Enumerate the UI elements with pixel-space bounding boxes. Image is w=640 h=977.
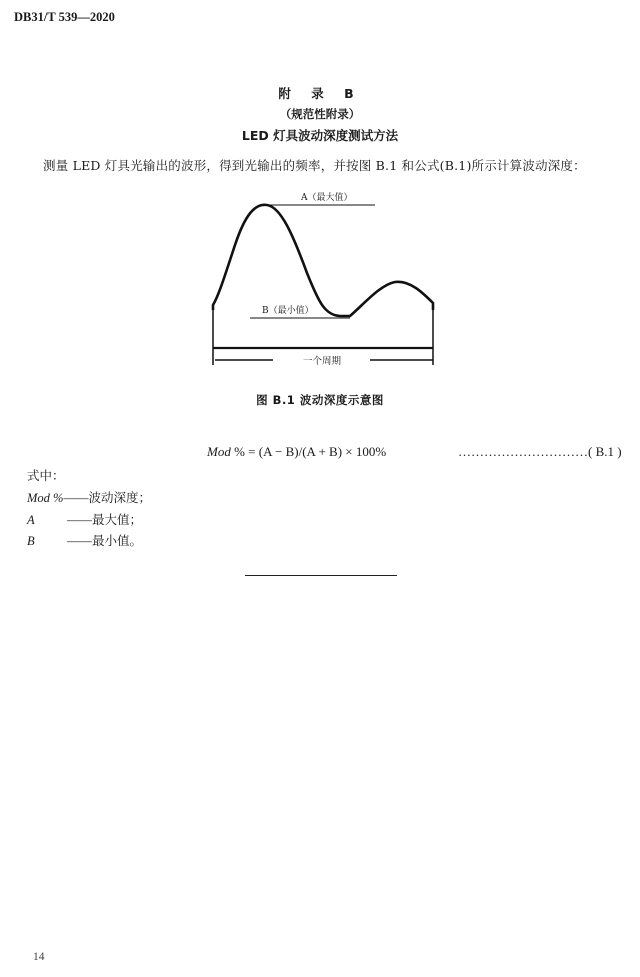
appendix-subtitle: （规范性附录） xyxy=(279,107,361,121)
formula: Mod % = (A − B)/(A + B) × 100% xyxy=(207,444,387,459)
waveform-figure xyxy=(205,185,445,375)
appendix-title: 附 录 B xyxy=(278,86,362,101)
figure-caption: 图 B.1 波动深度示意图 xyxy=(256,393,384,407)
end-rule xyxy=(245,575,397,576)
max-value-label: A（最大值） xyxy=(301,193,353,203)
where-item-b: B ——最小值。 xyxy=(27,534,143,548)
page-number: 14 xyxy=(33,951,45,963)
body-paragraph: 测量 LED 灯具光输出的波形，得到光输出的频率，并按图 B.1 和公式(B.1)所示计算波动深度： xyxy=(43,158,586,173)
where-item-a: A ——最大值； xyxy=(27,513,143,527)
equation-number: …………………………( B.1 ) xyxy=(458,444,622,459)
standard-code: DB31/T 539—2020 xyxy=(14,10,115,24)
period-label: 一个周期 xyxy=(303,356,342,367)
where-intro: 式中： xyxy=(27,469,65,483)
min-value-label: B（最小值） xyxy=(262,306,314,316)
where-item-mod: Mod %——波动深度； xyxy=(27,491,151,505)
appendix-heading: LED 灯具波动深度测试方法 xyxy=(241,128,399,143)
waveform-diagram xyxy=(205,185,445,375)
